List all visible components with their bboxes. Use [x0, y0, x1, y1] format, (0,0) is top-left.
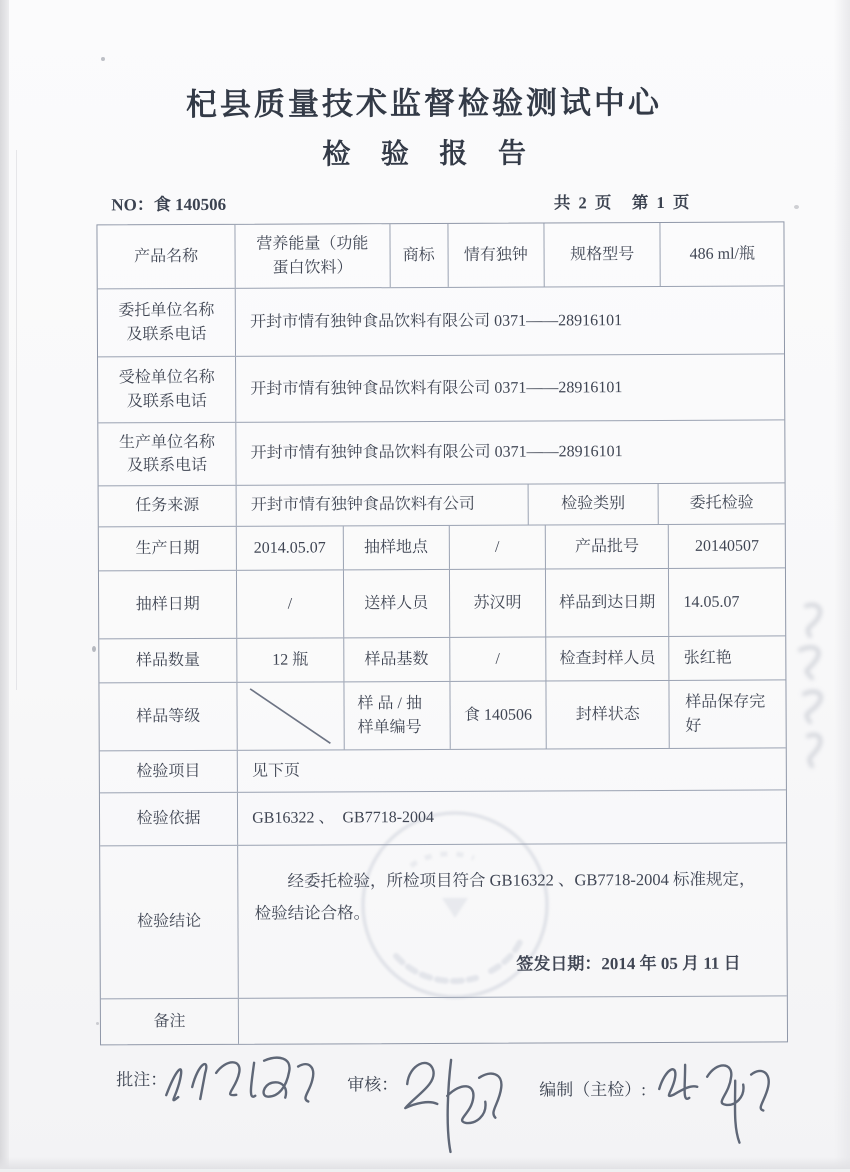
sample-arrival-date-label: 样品到达日期	[545, 569, 669, 637]
sample-sheet-no-label: 样 品 / 抽样单编号	[343, 682, 450, 749]
signature-footer	[3, 1048, 850, 1172]
production-date-value: 2014.05.07	[236, 526, 343, 569]
table-row-inspection-items	[100, 747, 786, 792]
spec-model-value: 486 ml/瓶	[660, 222, 784, 286]
prepared-signature	[651, 1050, 781, 1151]
seal-status-label: 封样状态	[545, 681, 669, 749]
report-title: 检 验 报 告	[322, 138, 538, 171]
table-row-conclusion	[100, 842, 787, 998]
sample-quantity-label: 样品数量	[135, 651, 200, 670]
producer-unit-label: 生产单位名称及联系电话	[118, 433, 216, 475]
inspected-unit-label: 受检单位名称及联系电话	[118, 369, 215, 410]
table-row-remarks	[101, 995, 787, 1044]
sampling-place-label: 抽样地点	[342, 526, 449, 569]
trademark-value: 情有独钟	[447, 223, 543, 286]
report-number-label: NO：	[111, 195, 154, 215]
sample-quantity-value: 12 瓶	[236, 638, 343, 681]
center-name-title: 杞县质量技术监督检验测试中心	[185, 84, 662, 123]
inspection-basis-value: GB16322 、 GB7718-2004	[237, 790, 786, 844]
sample-base-value: /	[449, 637, 545, 680]
inspection-category-label: 检验类别	[527, 484, 658, 525]
report-number-line	[111, 188, 691, 216]
product-batch-value: 20140507	[668, 524, 785, 568]
diagonal-slash-mark	[238, 682, 344, 749]
table-row-product	[97, 222, 783, 288]
sample-sheet-no-value: 食 140506	[449, 681, 545, 748]
table-row-sampling-date	[99, 567, 785, 638]
inspection-basis-label: 检验依据	[136, 810, 201, 828]
sample-grade-diagonal-cell	[237, 682, 344, 749]
remarks-label: 备注	[153, 1012, 186, 1031]
seal-check-person-value: 张红艳	[669, 636, 786, 680]
report-table	[96, 221, 788, 1045]
table-row-production-date	[99, 523, 785, 570]
sample-arrival-date-value: 14.05.07	[668, 568, 785, 636]
conclusion-label: 检验结论	[137, 913, 202, 931]
approval-signature	[158, 1046, 323, 1125]
review-signature	[395, 1048, 525, 1159]
product-name-value: 营养能量（功能蛋白饮料）	[235, 224, 390, 288]
issue-date: 签发日期：2014 年 05 月 11 日	[516, 953, 741, 974]
report-number-value: 食 140506	[153, 194, 227, 215]
client-unit-value: 开封市情有独钟食品饮料有限公司 0371——28916101	[235, 286, 784, 355]
prepared-label: 编制（主检）:	[539, 1080, 647, 1100]
remarks-value	[238, 996, 787, 1043]
sample-base-label: 样品基数	[343, 638, 450, 681]
inspection-category-value: 委托检验	[658, 483, 785, 524]
table-row-sample-quantity	[99, 635, 785, 682]
product-name-label: 产品名称	[134, 247, 199, 266]
sampling-date-label: 抽样日期	[135, 595, 200, 614]
review-label: 审核：	[347, 1075, 399, 1095]
sampling-place-value: /	[449, 525, 545, 568]
table-row-inspection-basis	[100, 789, 786, 845]
inspection-items-label: 检验项目	[136, 762, 201, 781]
trademark-label: 商标	[389, 224, 448, 287]
seal-status-value: 样品保存完好	[669, 680, 786, 748]
table-row-client-unit	[98, 285, 784, 356]
task-source-label: 任务来源	[135, 497, 200, 515]
inspected-unit-value: 开封市情有独钟食品饮料有限公司 0371——28916101	[235, 354, 784, 421]
sample-sender-label: 送样人员	[342, 570, 449, 637]
seal-check-person-label: 检查封样人员	[545, 637, 669, 681]
approval-label: 批注：	[116, 1070, 168, 1090]
sample-sender-value: 苏汉明	[449, 569, 545, 636]
sample-grade-label: 样品等级	[136, 707, 201, 726]
producer-unit-value: 开封市情有独钟食品饮料有限公司 0371——28916101	[235, 420, 784, 484]
table-row-inspected-unit	[98, 353, 784, 422]
page-count-info: 共 2 页 第 1 页	[553, 192, 692, 213]
conclusion-text: 经委托检验，所检项目符合 GB16322 、GB7718-2004 标准规定，检验结论合格。	[254, 869, 756, 923]
sampling-date-value: /	[236, 570, 343, 637]
report-number	[111, 190, 226, 216]
spec-model-label: 规格型号	[543, 223, 660, 287]
table-row-task-source	[99, 482, 785, 526]
table-row-producer-unit	[98, 419, 784, 485]
task-source-value: 开封市情有独钟食品饮料有公司	[236, 485, 528, 526]
client-unit-label: 委托单位名称及联系电话	[118, 302, 215, 343]
production-date-label: 生产日期	[135, 539, 200, 558]
product-batch-label: 产品批号	[545, 525, 669, 569]
inspection-items-value: 见下页	[237, 748, 786, 791]
table-row-sample-grade	[99, 679, 785, 750]
conclusion-cell	[237, 843, 786, 997]
